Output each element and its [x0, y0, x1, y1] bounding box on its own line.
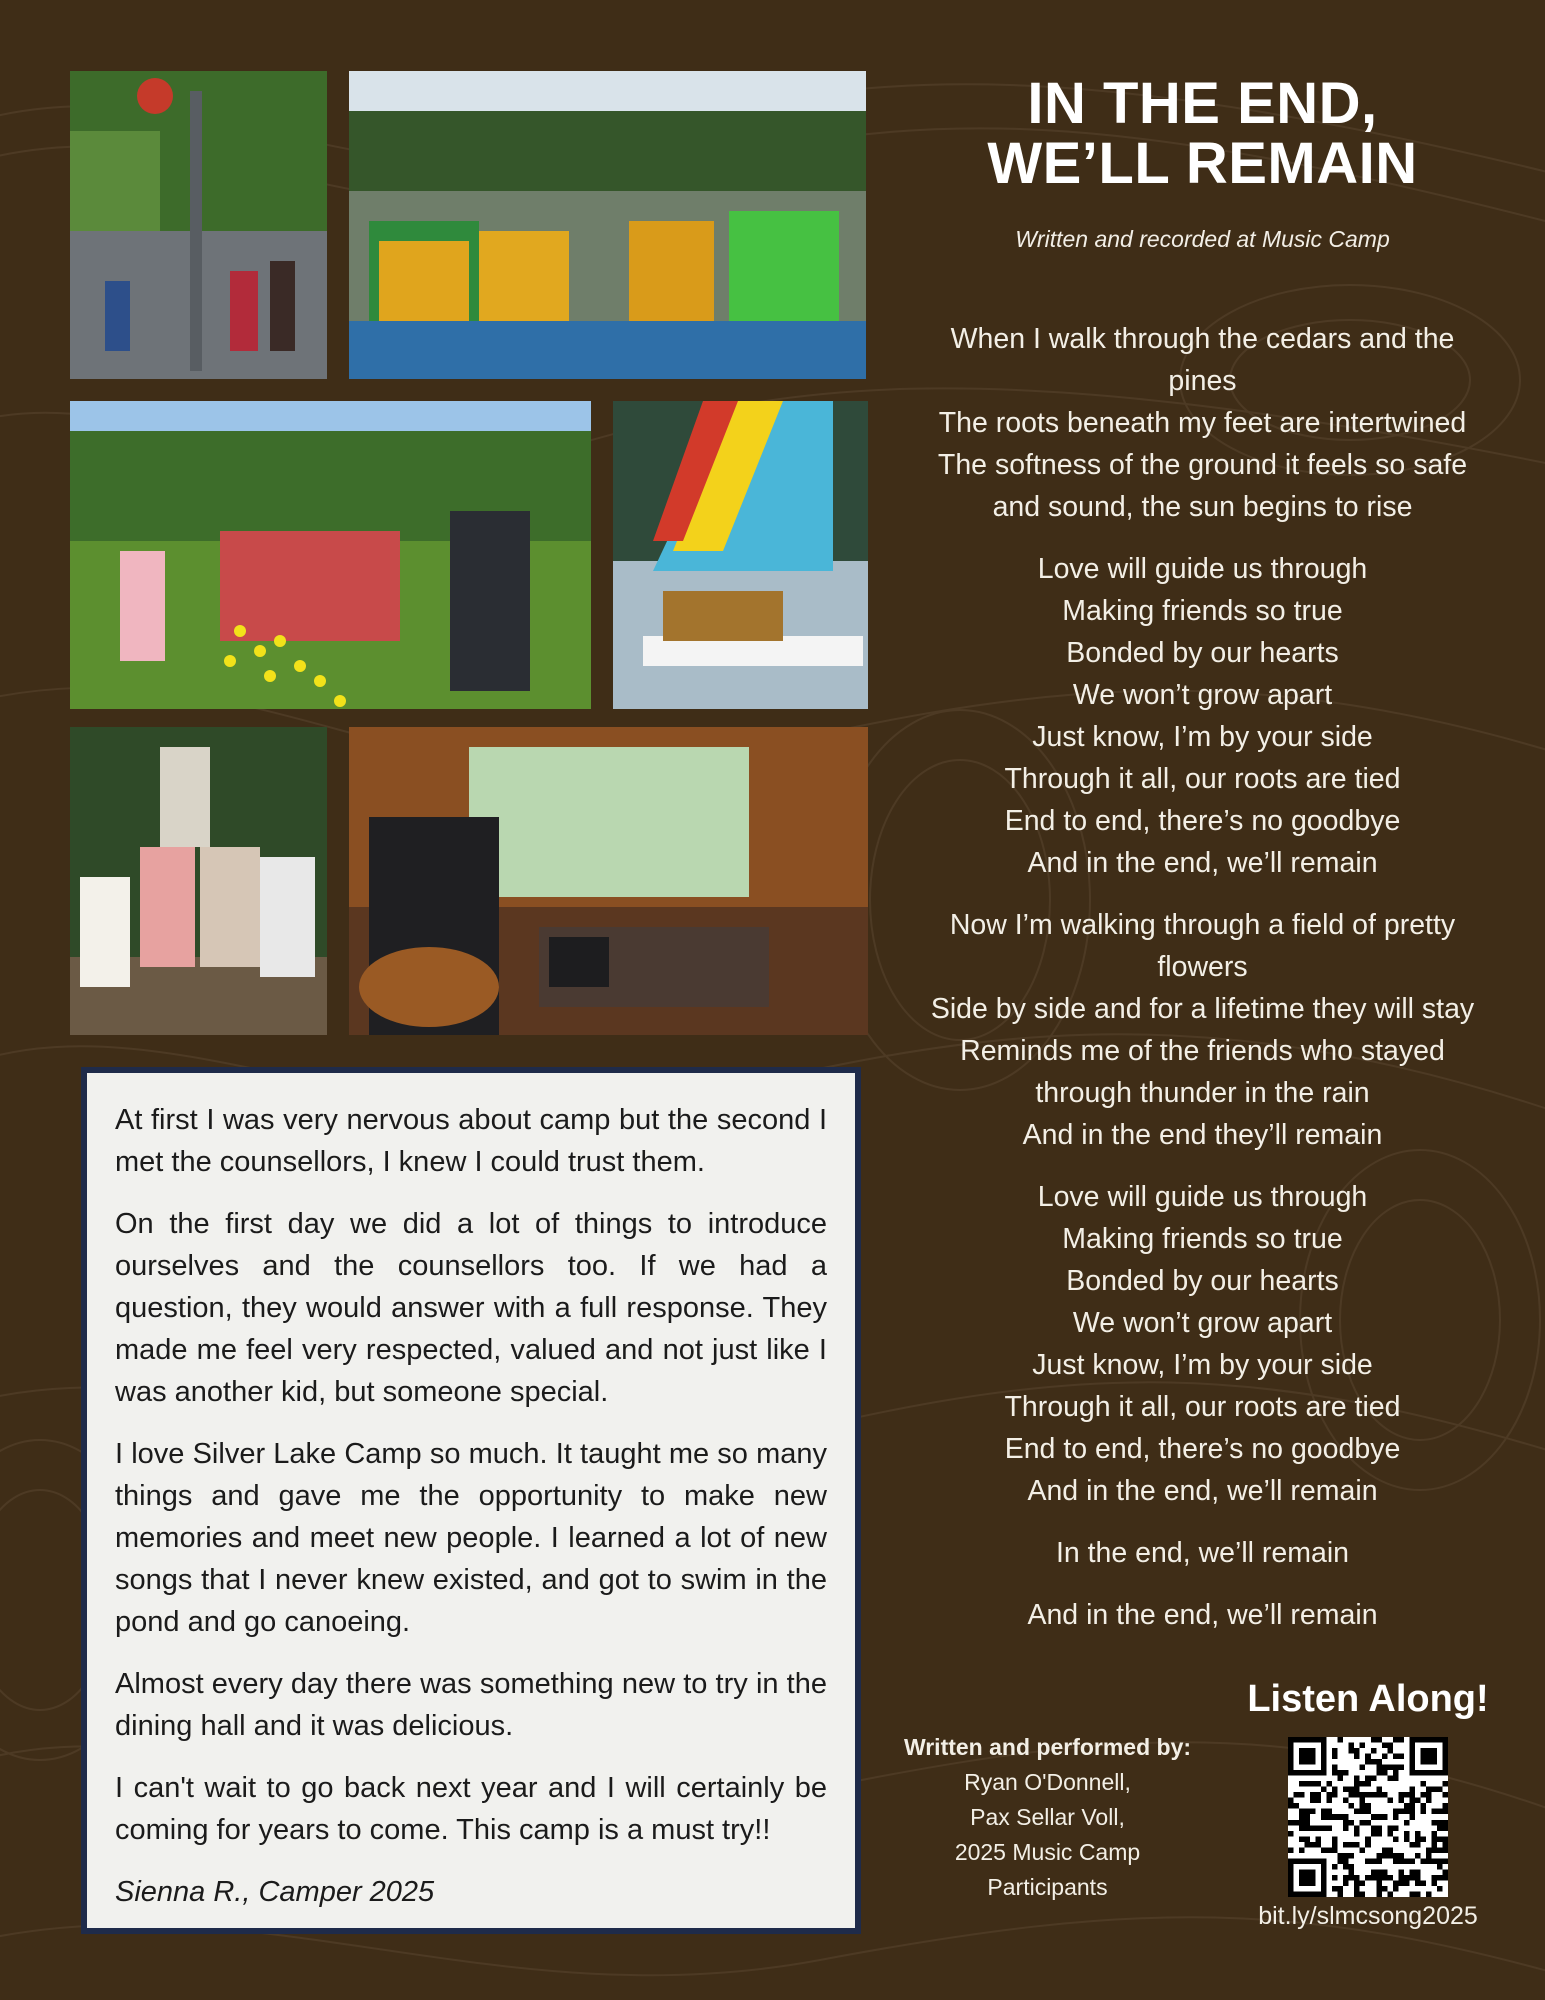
credits-name: Participants: [987, 1874, 1108, 1900]
lyric-line: And in the end they’ll remain: [1022, 1119, 1383, 1151]
listen-along-heading: Listen Along!: [1247, 1678, 1489, 1720]
photo-canoe-group: [349, 71, 866, 379]
canoe-photo-icon: [349, 71, 866, 379]
testimonial-paragraph: Almost every day there was something new to try in the dining hall and it was delicious.: [115, 1668, 827, 1742]
lyric-line: Side by side and for a lifetime they will stay: [930, 993, 1475, 1025]
song-title: [895, 71, 1510, 196]
lyrics-stanza: [895, 318, 1510, 528]
lyric-line: Just know, I’m by your side: [1032, 721, 1373, 753]
lyric-line: and sound, the sun begins to rise: [992, 491, 1413, 523]
lyrics-stanza: [895, 1594, 1510, 1636]
lyric-line: We won’t grow apart: [1072, 1307, 1333, 1339]
lyric-line: Through it all, our roots are tied: [1004, 1391, 1401, 1423]
lyric-line: End to end, there’s no goodbye: [1004, 805, 1401, 837]
credits-name: 2025 Music Camp: [954, 1839, 1141, 1865]
lyrics-stanza: [895, 548, 1510, 884]
lyric-line: And in the end, we’ll remain: [1027, 1475, 1378, 1507]
lyrics-stanza: [895, 904, 1510, 1156]
lyric-line: In the end, we’ll remain: [1055, 1537, 1350, 1569]
lyric-line: Bonded by our hearts: [1066, 1265, 1339, 1297]
lacrosse-photo-icon: [70, 401, 591, 709]
song-subtitle: Written and recorded at Music Camp: [1015, 226, 1390, 252]
lyric-line: Making friends so true: [1062, 595, 1343, 627]
photo-lacrosse-field: [70, 401, 591, 709]
splash-pad-photo-icon: [70, 71, 327, 379]
lyric-line: We won’t grow apart: [1072, 679, 1333, 711]
lyrics-stanza: [895, 1176, 1510, 1512]
lyric-line: Love will guide us through: [1037, 553, 1368, 585]
song-lyrics: [895, 318, 1510, 1656]
lyric-line: And in the end, we’ll remain: [1027, 847, 1378, 879]
photo-sailboat: [613, 401, 868, 709]
lyric-line: Now I’m walking through a field of pretty: [949, 909, 1456, 941]
photo-campers-sitting: [70, 727, 327, 1035]
photo-splash-pad: [70, 71, 327, 379]
testimonial-paragraph: On the first day we did a lot of things to introduce ourselves and the counsellors too. If we had a question, they would answer with a full response. They made me feel very respected, valued and not just like I was another kid, but someone special.: [115, 1208, 827, 1408]
lyric-line: pines: [1168, 365, 1237, 397]
song-link[interactable]: bit.ly/slmcsong2025: [1258, 1902, 1478, 1930]
lyric-line: Bonded by our hearts: [1066, 637, 1339, 669]
testimonial-box: [81, 1067, 861, 1934]
lyric-line: Reminds me of the friends who stayed: [960, 1035, 1445, 1067]
guitar-photo-icon: [349, 727, 868, 1035]
lyric-line: flowers: [1157, 951, 1248, 983]
testimonial-paragraph: I love Silver Lake Camp so much. It taught me so many things and gave me the opportunity to make new memories and meet new people. I learned a lot of new songs that I never knew existed, and got to swim in the pond and go canoeing.: [115, 1438, 827, 1638]
credits-name: Pax Sellar Voll,: [970, 1804, 1125, 1830]
lyric-line: The softness of the ground it feels so safe: [937, 449, 1468, 481]
lyric-line: Just know, I’m by your side: [1032, 1349, 1373, 1381]
lyric-line: Love will guide us through: [1037, 1181, 1368, 1213]
song-title-line-1: IN THE END,: [1027, 71, 1378, 136]
lyric-line: End to end, there’s no goodbye: [1004, 1433, 1401, 1465]
lyric-line: Through it all, our roots are tied: [1004, 763, 1401, 795]
lyric-line: And in the end, we’ll remain: [1027, 1599, 1378, 1631]
lyrics-stanza: [895, 1532, 1510, 1574]
testimonial-paragraph: I can't wait to go back next year and I will certainly be coming for years to come. This camp is a must try!!: [115, 1772, 827, 1846]
credits-heading: Written and performed by:: [903, 1734, 1192, 1760]
lyric-line: Making friends so true: [1062, 1223, 1343, 1255]
lyric-line: When I walk through the cedars and the: [950, 323, 1455, 355]
photo-music-recording: [349, 727, 868, 1035]
credits-block: [895, 1730, 1200, 1905]
qr-code-icon[interactable]: [1288, 1737, 1448, 1897]
sailboat-photo-icon: [613, 401, 868, 709]
song-title-line-2: WE’LL REMAIN: [987, 131, 1418, 196]
testimonial-signature: Sienna R., Camper 2025: [115, 1876, 435, 1908]
campers-photo-icon: [70, 727, 327, 1035]
lyric-line: through thunder in the rain: [1035, 1077, 1370, 1109]
credits-name: Ryan O'Donnell,: [964, 1769, 1131, 1795]
testimonial-paragraph: At first I was very nervous about camp but the second I met the counsellors, I knew I could trust them.: [115, 1104, 827, 1178]
lyric-line: The roots beneath my feet are intertwined: [938, 407, 1467, 439]
